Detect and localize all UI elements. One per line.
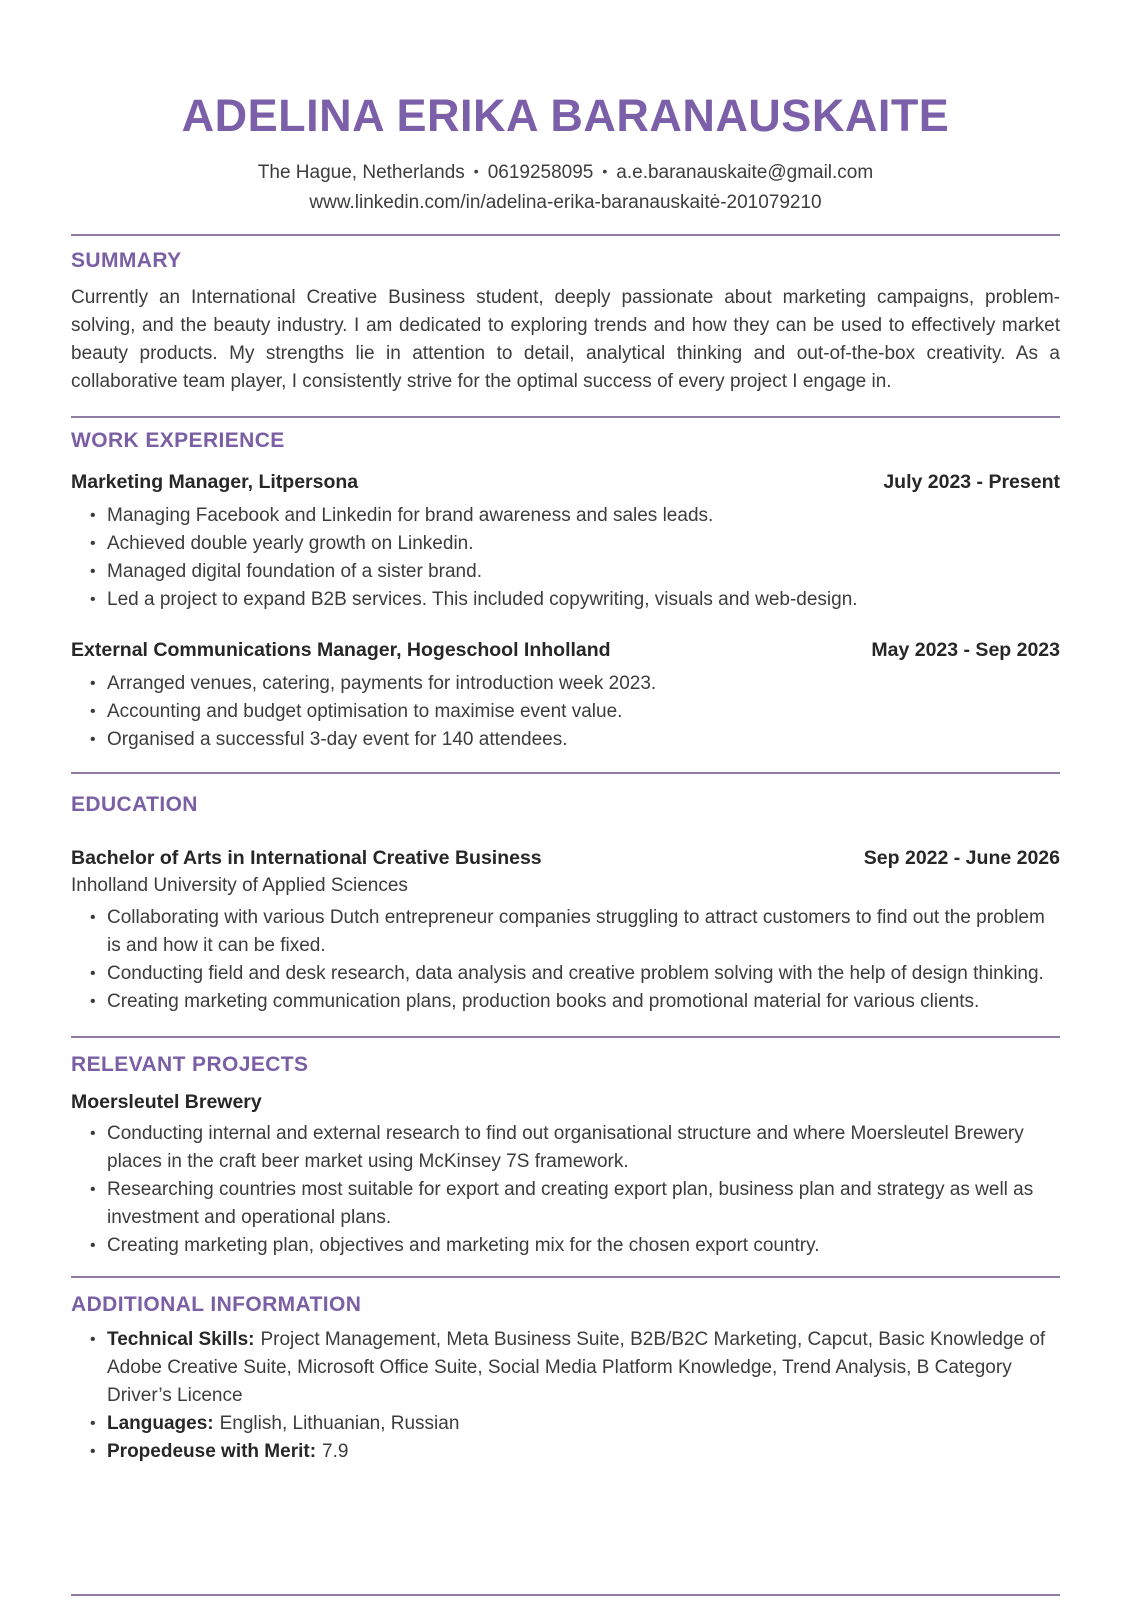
- contact-line-2: [71, 188, 1060, 218]
- job-title: External Communications Manager, Hogeschool Inholland: [71, 639, 611, 661]
- summary-paragraph: Currently an International Creative Business student, deeply passionate about marketing campaigns, problem-solving, and the beauty industry. I am dedicated to exploring trends and how they can be used to effectively market beauty products. My strengths lie in attention to detail, analytical thinking and out-of-the-box creativity. As a collaborative team player, I consistently strive for the optimal success of every project I engage in.: [71, 287, 1060, 392]
- job-bullet-list: [71, 502, 1060, 614]
- contact-location: The Hague, Netherlands: [257, 162, 465, 183]
- list-item: • Conducting internal and external research to find out organisational structure and where Moersleutel Brewery places in the craft beer market using McKinsey 7S framework.: [90, 1120, 1060, 1176]
- section-heading-summary: SUMMARY: [71, 249, 182, 272]
- project-name: Moersleutel Brewery: [71, 1091, 262, 1113]
- info-value: Project Management, Meta Business Suite, B2B/B2C Marketing, Capcut, Basic Knowledge of Adobe Creative Suite, Microsoft Office Suite, Social Media Platform Knowledge, Trend Analysis, B Category Driver’s Licence: [107, 1329, 1046, 1406]
- list-item: [90, 1410, 1060, 1438]
- list-item: [90, 1438, 1060, 1466]
- bullet-separator-icon: •: [602, 163, 608, 179]
- list-item: • Arranged venues, catering, payments for introduction week 2023.: [90, 670, 1060, 698]
- job-dates: May 2023 - Sep 2023: [871, 639, 1060, 661]
- job-header: [71, 468, 1060, 496]
- section-divider: [71, 234, 1060, 236]
- contact-info: [71, 156, 1060, 218]
- project-bullet-list: [71, 1120, 1060, 1260]
- list-item: • Conducting field and desk research, data analysis and creative problem solving with the help of design thinking.: [90, 960, 1060, 988]
- job-dates: July 2023 - Present: [883, 471, 1060, 493]
- job-header: [71, 636, 1060, 664]
- list-item: • Creating marketing plan, objectives and marketing mix for the chosen export country.: [90, 1232, 1060, 1260]
- list-item: • Researching countries most suitable for export and creating export plan, business plan and strategy as well as investment and operational plans.: [90, 1176, 1060, 1232]
- contact-linkedin: www.linkedin.com/in/adelina-erika-baranauskaitė-201079210: [309, 192, 822, 213]
- section-divider: [71, 1276, 1060, 1278]
- degree-title: Bachelor of Arts in International Creative Business: [71, 847, 542, 869]
- list-item: • Accounting and budget optimisation to maximise event value.: [90, 698, 1060, 726]
- list-item: • Creating marketing communication plans, production books and promotional material for various clients.: [90, 988, 1060, 1016]
- info-label: Languages:: [107, 1413, 214, 1434]
- section-heading-education: EDUCATION: [71, 793, 198, 816]
- list-item: • Collaborating with various Dutch entrepreneur companies struggling to attract customers to find out the problem is and how it can be fixed.: [90, 904, 1060, 960]
- page-bottom-divider: [71, 1594, 1060, 1596]
- list-item: • Achieved double yearly growth on Linkedin.: [90, 530, 1060, 558]
- info-label: Propedeuse with Merit:: [107, 1441, 317, 1462]
- additional-info-list: [71, 1326, 1060, 1466]
- school-name: Inholland University of Applied Sciences: [71, 875, 408, 896]
- degree-dates: Sep 2022 - June 2026: [863, 847, 1060, 869]
- list-item: • Led a project to expand B2B services. This included copywriting, visuals and web-design.: [90, 586, 1060, 614]
- section-divider: [71, 416, 1060, 418]
- info-label: Technical Skills:: [107, 1329, 255, 1350]
- section-heading-work-experience: WORK EXPERIENCE: [71, 429, 285, 452]
- list-item: • Managing Facebook and Linkedin for brand awareness and sales leads.: [90, 502, 1060, 530]
- section-divider: [71, 772, 1060, 774]
- section-divider: [71, 1036, 1060, 1038]
- list-item: • Managed digital foundation of a sister brand.: [90, 558, 1060, 586]
- job-title: Marketing Manager, Litpersona: [71, 471, 359, 493]
- list-item: • Organised a successful 3-day event for 140 attendees.: [90, 726, 1060, 754]
- education-bullet-list: [71, 904, 1060, 1016]
- list-item: [90, 1326, 1060, 1410]
- contact-phone: 0619258095: [487, 162, 594, 183]
- section-heading-relevant-projects: RELEVANT PROJECTS: [71, 1053, 309, 1076]
- contact-line-1: [71, 156, 1060, 188]
- contact-email: a.e.baranauskaite@gmail.com: [616, 162, 874, 183]
- info-value: 7.9: [322, 1441, 349, 1462]
- page-title: ADELINA ERIKA BARANAUSKAITE: [181, 90, 950, 141]
- section-heading-additional-information: ADDITIONAL INFORMATION: [71, 1293, 362, 1316]
- job-bullet-list: [71, 670, 1060, 754]
- info-value: English, Lithuanian, Russian: [219, 1413, 460, 1434]
- degree-header: [71, 844, 1060, 872]
- bullet-separator-icon: •: [473, 163, 479, 179]
